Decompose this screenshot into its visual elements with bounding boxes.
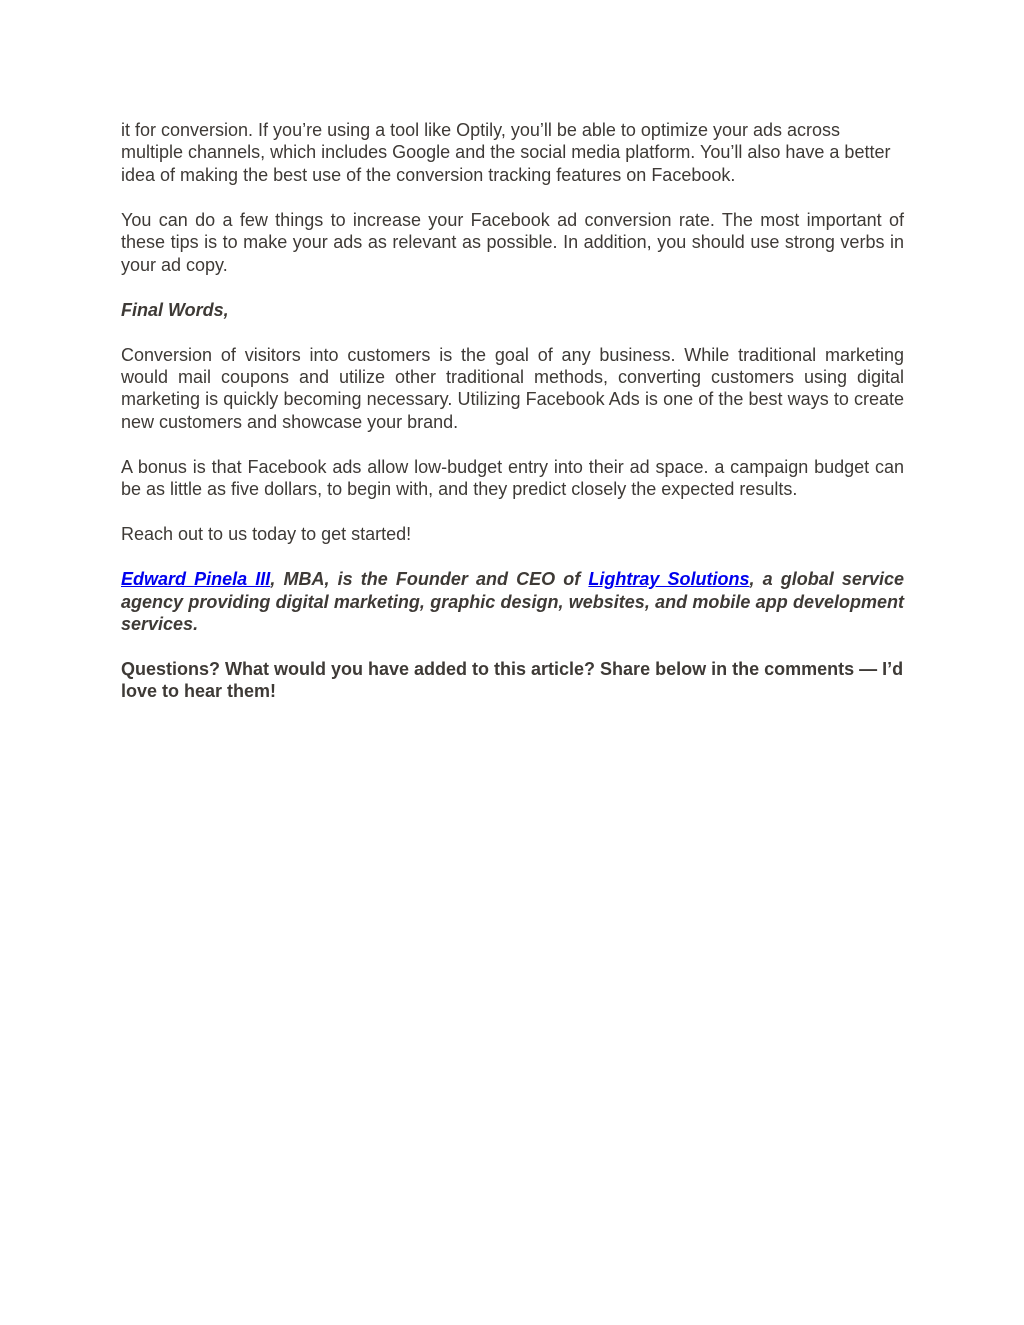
paragraph-conversion-tracking: it for conversion. If you’re using a tool like Optily, you’ll be able to optimize your ads across multiple channels, which includes Google and the social media platform. You’ll also have a better idea of making the best use of the conversion tracking features on Facebook. xyxy=(121,120,891,185)
paragraph-reach-out: Reach out to us today to get started! xyxy=(121,524,412,545)
paragraph-conversion-goal: Conversion of visitors into customers is the goal of any business. While traditional marketing would mail coupons and utilize other traditional methods, converting customers using digital marketing is quickly becoming necessary. Utilizing Facebook Ads is one of the best ways to create new customers and showcase your brand. xyxy=(121,344,904,432)
author-link[interactable]: Edward Pinela III xyxy=(121,569,271,590)
paragraph-budget-bonus: A bonus is that Facebook ads allow low-budget entry into their ad space. a campaign budget can be as little as five dollars, to begin with, and they predict closely the expected results. xyxy=(121,456,904,500)
paragraph-conversion-tips: You can do a few things to increase your Facebook ad conversion rate. The most important of these tips is to make your ads as relevant as possible. In addition, you should use strong verbs in your ad copy. xyxy=(121,209,904,275)
section-heading-final-words: Final Words, xyxy=(121,299,229,320)
author-bio xyxy=(121,568,904,635)
bio-text-role: , MBA, is the Founder and CEO of xyxy=(270,569,589,590)
bio-text-description: , a global service agency providing digital marketing, graphic design, websites, and mobile app development services. xyxy=(121,569,904,635)
company-link[interactable]: Lightray Solutions xyxy=(588,569,750,590)
comments-call-to-action: Questions? What would you have added to this article? Share below in the comments — I’d love to hear them! xyxy=(121,659,904,702)
document-page xyxy=(121,119,904,725)
